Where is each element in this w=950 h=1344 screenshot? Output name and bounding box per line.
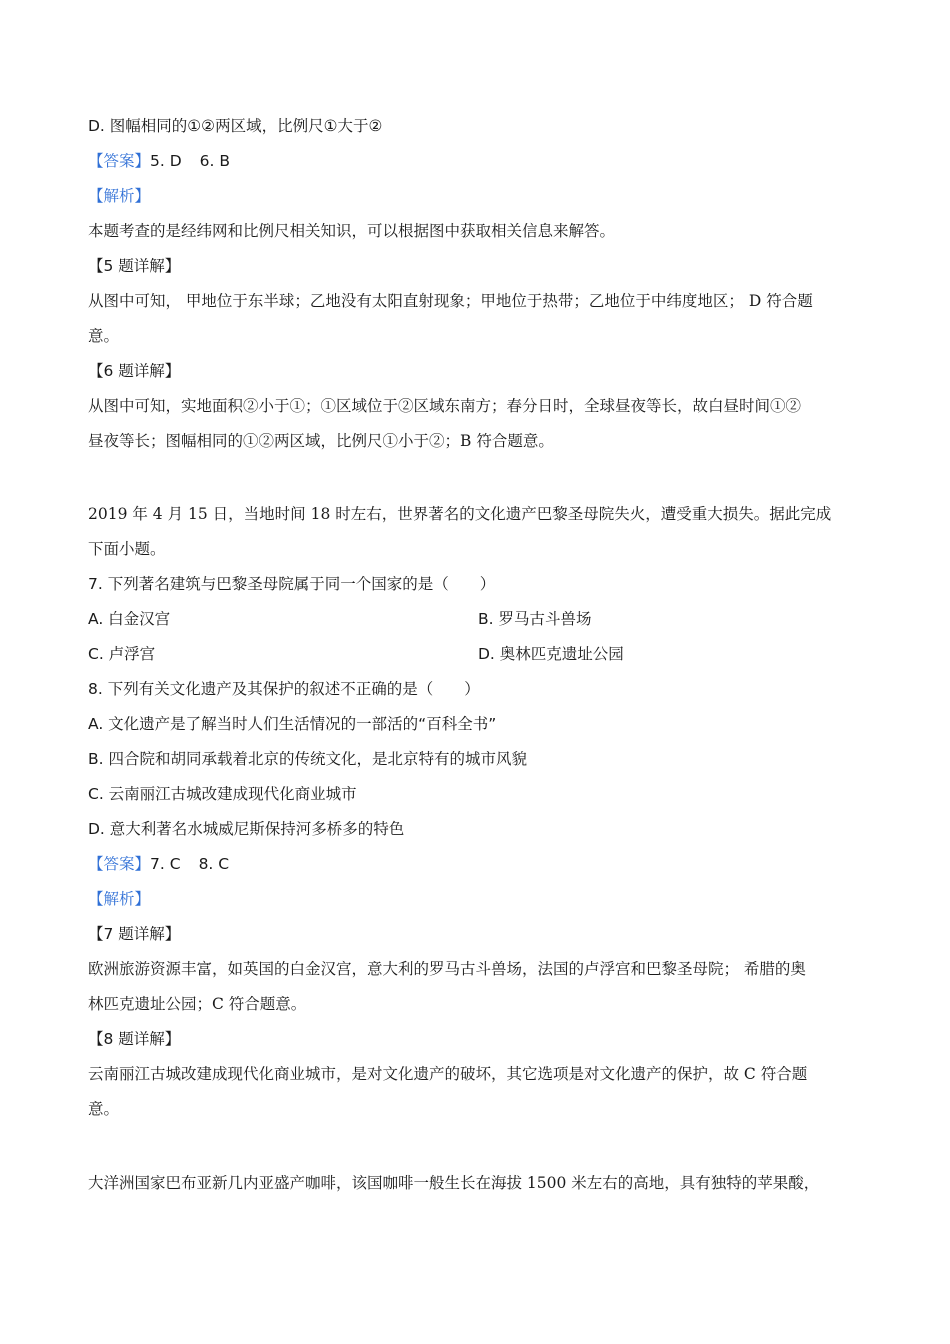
passage-notre-dame-line1: 2019 年 4 月 15 日，当地时间 18 时左右，世界著名的文化遗产巴黎圣母院失火，遭受重大损失。据此完成 xyxy=(88,505,832,523)
passage-notre-dame-line2: 下面小题。 xyxy=(88,540,166,558)
detail-7-line2: 林匹克遗址公园；C 符合题意。 xyxy=(88,995,307,1013)
answer-line-5-6 xyxy=(88,149,868,173)
question-8-option-c: C. 云南丽江古城改建成现代化商业城市 xyxy=(88,785,357,803)
q6-option-d: D. 图幅相同的①②两区域，比例尺①大于② xyxy=(88,117,383,135)
detail-7-title: 【7 题详解】 xyxy=(88,925,181,943)
answer-tag: 【答案】 xyxy=(88,152,151,170)
detail-6-title: 【6 题详解】 xyxy=(88,362,181,380)
question-8-option-b: B. 四合院和胡同承载着北京的传统文化，是北京特有的城市风貌 xyxy=(88,750,527,768)
analysis-tag-2: 【解析】 xyxy=(88,890,151,908)
question-7-stem: 7. 下列著名建筑与巴黎圣母院属于同一个国家的是（ ） xyxy=(88,575,496,593)
question-8-stem: 8. 下列有关文化遗产及其保护的叙述不正确的是（ ） xyxy=(88,680,480,698)
answer-7: 7. C xyxy=(150,855,181,873)
question-8-option-d: D. 意大利著名水城威尼斯保持河多桥多的特色 xyxy=(88,820,405,838)
detail-8-line2: 意。 xyxy=(88,1100,120,1118)
detail-7-line1: 欧洲旅游资源丰富，如英国的白金汉宫，意大利的罗马古斗兽场，法国的卢浮宫和巴黎圣母院； 希腊的奥 xyxy=(88,960,806,978)
detail-6-line1: 从图中可知，实地面积②小于①；①区域位于②区域东南方；春分日时，全球昼夜等长，故白昼时间①② xyxy=(88,397,802,415)
detail-8-title: 【8 题详解】 xyxy=(88,1030,181,1048)
answer-6: 6. B xyxy=(199,152,231,170)
detail-5-line2: 意。 xyxy=(88,327,120,345)
analysis-tag: 【解析】 xyxy=(88,187,151,205)
question-7-option-a: A. 白金汉宫 xyxy=(88,610,171,628)
detail-6-line2: 昼夜等长；图幅相同的①②两区域，比例尺①小于②；B 符合题意。 xyxy=(88,432,554,450)
answer-8: 8. C xyxy=(198,855,230,873)
answer-5: 5. D xyxy=(150,152,182,170)
detail-8-line1: 云南丽江古城改建成现代化商业城市，是对文化遗产的破坏，其它选项是对文化遗产的保护，故 C 符合题 xyxy=(88,1065,808,1083)
answer-line-7-8 xyxy=(88,852,868,876)
detail-5-line1: 从图中可知， 甲地位于东半球；乙地没有太阳直射现象；甲地位于热带；乙地位于中纬度地区； D 符合题 xyxy=(88,292,813,310)
analysis-text: 本题考查的是经纬网和比例尺相关知识，可以根据图中获取相关信息来解答。 xyxy=(88,222,616,240)
passage-coffee-line1: 大洋洲国家巴布亚新几内亚盛产咖啡，该国咖啡一般生长在海拔 1500 米左右的高地，具有独特的苹果酸， xyxy=(88,1174,820,1192)
question-7-option-d: D. 奥林匹克遗址公园 xyxy=(478,645,624,663)
detail-5-title: 【5 题详解】 xyxy=(88,257,181,275)
answer-tag: 【答案】 xyxy=(88,855,151,873)
question-7-option-b: B. 罗马古斗兽场 xyxy=(478,610,592,628)
question-8-option-a: A. 文化遗产是了解当时人们生活情况的一部活的“百科全书” xyxy=(88,715,497,733)
question-7-option-c: C. 卢浮宫 xyxy=(88,645,156,663)
